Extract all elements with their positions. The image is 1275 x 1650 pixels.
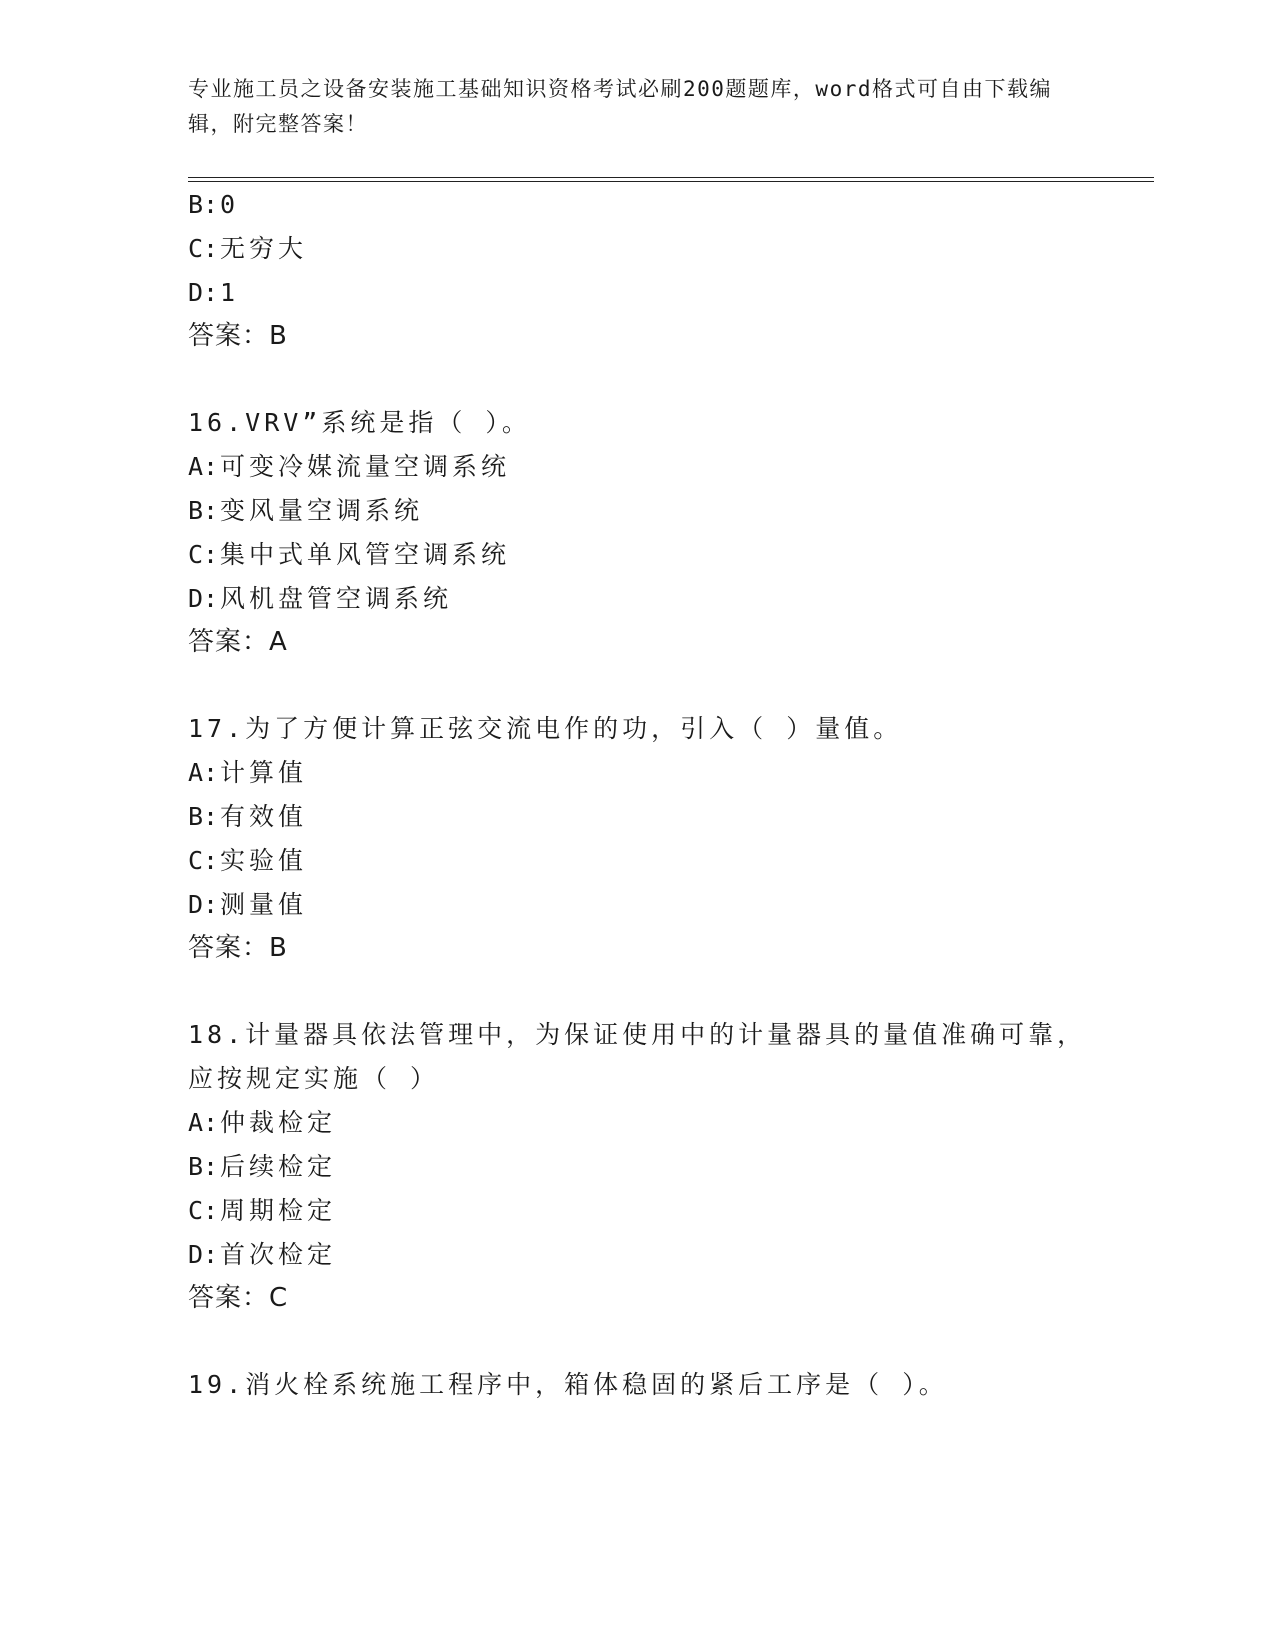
q16-option-d: D:风机盘管空调系统	[188, 584, 453, 613]
q17-question: 17.为了方便计算正弦交流电作的功，引入（ ）量值。	[188, 714, 903, 743]
q17-option-d: D:测量值	[188, 890, 308, 919]
header-rule-bottom	[188, 181, 1154, 182]
q18-answer: 答案：C	[188, 1283, 289, 1313]
q19-question: 19.消火栓系统施工程序中，箱体稳固的紧后工序是（ ）。	[188, 1370, 948, 1399]
q18-option-a: A:仲裁检定	[188, 1108, 337, 1137]
q18-option-c: C:周期检定	[188, 1196, 337, 1225]
q15-answer: 答案：B	[188, 321, 288, 351]
q16-answer: 答案：A	[188, 627, 288, 657]
header-rule-top	[188, 177, 1154, 178]
q15-option-b: B:0	[188, 190, 240, 219]
q15-option-c: C:无穷大	[188, 234, 308, 263]
q18-option-d: D:首次检定	[188, 1240, 337, 1269]
q17-option-a: A:计算值	[188, 758, 308, 787]
q18-question-line1: 18.计量器具依法管理中，为保证使用中的计量器具的量值准确可靠，	[188, 1020, 1087, 1049]
q16-option-a: A:可变冷媒流量空调系统	[188, 452, 511, 481]
q17-answer: 答案：B	[188, 933, 288, 963]
q15-option-d: D:1	[188, 278, 240, 307]
q16-option-b: B:变风量空调系统	[188, 496, 424, 525]
q16-question: 16.VRV”系统是指（ ）。	[188, 408, 531, 437]
q18-option-b: B:后续检定	[188, 1152, 337, 1181]
q18-question-line2: 应按规定实施（ ）	[188, 1064, 440, 1093]
q16-option-c: C:集中式单风管空调系统	[188, 540, 511, 569]
q17-option-c: C:实验值	[188, 846, 308, 875]
q17-option-b: B:有效值	[188, 802, 308, 831]
page-header: 专业施工员之设备安装施工基础知识资格考试必刷200题题库，word格式可自由下载编辑，附完整答案！	[188, 77, 1052, 136]
